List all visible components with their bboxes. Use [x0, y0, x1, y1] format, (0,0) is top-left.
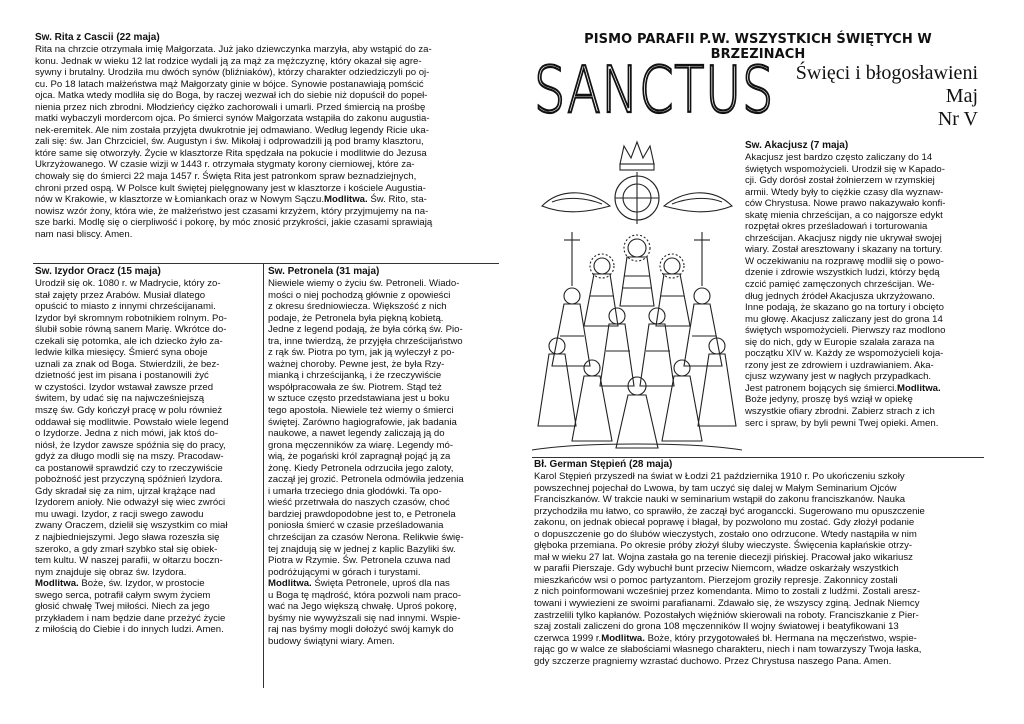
text-line: [35, 301, 261, 313]
prayer-line: [35, 578, 261, 590]
text-line: [534, 633, 982, 645]
text-span: wią, że pogański król zapragnął pojąć ją za: [268, 451, 451, 463]
text-span: głosić chwałę Twej miłości. Niech za jego: [35, 601, 210, 613]
text-line: [745, 267, 983, 279]
text-span: zali się: św. Jan Chrzciciel, św. Augustyn i św. Mikołaj i odprowadzili ją pod bramy klasztoru,: [35, 136, 424, 148]
text-line: [745, 152, 983, 164]
saints-illustration: [532, 136, 742, 456]
text-span: sywny i brutalny. Urodziła mu dwóch synów (bliźniaków), którzy charakter odziedziczyli po oj-: [35, 67, 430, 79]
text-span: tej znajdują się w jednej z kaplic Bazyliki św.: [268, 543, 456, 555]
text-span: sze barki. Modlę się o cierpliwość i pokorę, by móc znosić przykrości, jakie czasami sprawiają: [35, 217, 433, 229]
text-span: głęboka przemiana. Po okresie próby złożył śluby wieczyste. Święcenia kapłańskie otrzy-: [534, 540, 913, 552]
text-span: chroni przed ospą. W Polsce kult świętej pielęgnowany jest w klasztorze i kościele Augustia-: [35, 182, 426, 194]
text-span: o dopuszczenie go do ślubów wieczystych, zostało ono odrzucone. Wtedy nastąpiła w nim: [534, 528, 917, 540]
text-span: niósł, że Izydor zawsze spóźnia się do pracy,: [35, 439, 226, 451]
text-span: podaje, że Petronela była piękną kobietą.: [268, 312, 444, 324]
text-span: ważnej choroby. Pewne jest, że była Rzy-: [268, 358, 445, 370]
text-line: [35, 171, 495, 183]
text-span: wać na Jego większą chwałę. Uproś pokorę,: [268, 601, 457, 613]
text-span: chowały się do śmierci 22 maja 1457 r. Święta Rita jest patronkom spraw beznadziejnych,: [35, 171, 417, 183]
text-span: z miłością do Ciebie i do innych ludzi. Amen.: [35, 624, 224, 636]
text-span: wiary. Został aresztowany i skazany na tortury.: [745, 244, 943, 256]
text-line: [268, 382, 496, 394]
text-span: Boże, św. Izydor, w prostocie: [78, 578, 205, 590]
text-span: chrześcijan za czasów Nerona. Relikwie świę-: [268, 532, 464, 544]
article-body: [35, 44, 495, 240]
text-span: bardziej prawdopodobne jest to, e Petronela: [268, 508, 456, 520]
text-span: wieść przetrwała do naszych czasów, choć: [268, 497, 450, 509]
text-span: Izydor był skromnym robotnikiem rolnym. Po-: [35, 312, 227, 324]
text-span: się do nich, gdy w Europie szalała zaraza na: [745, 336, 935, 348]
text-line: [745, 198, 983, 210]
text-line: [745, 325, 983, 337]
text-line: [35, 405, 261, 417]
divider: [532, 457, 984, 458]
prayer-line: [745, 394, 983, 406]
text-span: które same się otworzyły. Życie w klasztorze Rita spędzała na pokucie i modlitwie do Jezusa: [35, 147, 427, 159]
prayer-line: [268, 624, 496, 636]
text-line: [534, 552, 982, 564]
text-line: [268, 278, 496, 290]
text-line: [35, 159, 495, 171]
text-line: [35, 347, 261, 359]
text-span: w czystości. Izydor wstawał zawsze przed: [35, 381, 214, 393]
text-line: [745, 175, 983, 187]
text-span: rozpętał okres prześladowań i torturowania: [745, 221, 928, 233]
article-petronela: [268, 266, 496, 696]
text-span: czekali się potomka, ale ich dziecko żyło za-: [35, 335, 223, 347]
text-line: [35, 532, 261, 544]
text-span: szeroko, a gdy zmarł szybko stał się obiek-: [35, 543, 218, 555]
text-line: [268, 463, 496, 475]
text-span: tra, inne twierdzą, że przyjęła chrześcijaństwo: [268, 335, 463, 347]
text-line: [268, 451, 496, 463]
text-line: [534, 517, 982, 529]
text-line: [534, 656, 982, 668]
text-span: współpracowała ze św. Piotrem. Stąd też: [268, 381, 442, 393]
text-line: [35, 324, 261, 336]
text-span: wszystkie ofiary zbrodni. Zabierz strach z ich: [745, 406, 935, 418]
text-line: [745, 371, 983, 383]
parish-title: PISMO PARAFII P.W. WSZYSTKICH ŚWIĘTYCH W BRZEZINACH: [584, 32, 932, 62]
text-line: [268, 440, 496, 452]
text-span: pobożność jest przyczyną spóźnień Izydora.: [35, 474, 223, 486]
article-heading: Św. Izydor Oracz (15 maja): [35, 266, 161, 277]
text-line: [534, 483, 982, 495]
text-span: Święta Petronele, uproś dla nas: [311, 578, 450, 590]
text-line: [534, 540, 982, 552]
prayer-line: [268, 590, 496, 602]
text-span: mości o niej pochodzą głównie z opowieści: [268, 289, 451, 301]
text-span: cjusz wzywany jest w nagłych przypadkach.: [745, 371, 932, 383]
text-line: [35, 474, 261, 486]
text-line: [268, 417, 496, 429]
text-line: [745, 302, 983, 314]
text-span: gdyż za długo modli się na mszy. Pracodaw-: [35, 451, 224, 463]
text-span: budowy świątyni wiary. Amen.: [268, 635, 395, 647]
text-line: [534, 471, 982, 483]
text-span: Ukrzyżowanego. W czasie wizji w 1443 r. otrzymała stygmaty korony cierniowej, które za-: [35, 159, 415, 171]
text-line: [745, 279, 983, 291]
text-span: świętych wspomożycieli. Urodził się w Kapado-: [745, 163, 945, 175]
text-line: [35, 44, 495, 56]
text-span: armii. Wtedy były to ciężkie czasy dla wyznaw-: [745, 186, 944, 198]
text-span: gdy szczerze pragniemy wzrastać duchowo. Przez Chrystusa naszego Pana. Amen.: [534, 655, 892, 667]
text-span: Jedne z legend podają, że była córką św. Pio-: [268, 324, 463, 336]
article-heading: Św. Akacjusz (7 maja): [745, 140, 849, 151]
prayer-line: [35, 590, 261, 602]
text-line: [268, 474, 496, 486]
text-line: [745, 187, 983, 199]
text-line: [268, 520, 496, 532]
article-body: [534, 471, 982, 667]
text-line: [268, 544, 496, 556]
text-line: [35, 229, 495, 241]
text-span: Niewiele wiemy o życiu św. Petroneli. Wiado-: [268, 278, 460, 289]
logo-text: SANCTUS: [534, 54, 774, 126]
text-line: [35, 486, 261, 498]
text-line: [35, 451, 261, 463]
text-line: [745, 221, 983, 233]
text-line: [745, 291, 983, 303]
text-line: [35, 382, 261, 394]
text-line: [35, 102, 495, 114]
text-span: rzony jest ze zdrowiem i uzdrawianiem. Aka-: [745, 359, 934, 371]
text-line: [35, 520, 261, 532]
text-span: nek-eremitek. Ale nim została przyjęta dwukrotnie jej odmawiano. Według legendy Ricie uka-: [35, 124, 429, 136]
text-span: dług jednych źródeł Akacjusza ukrzyżowano.: [745, 290, 935, 302]
text-span: powszechnej pojechał do Lwowa, by tam uczyć się dalej w Małym Seminarium Ojców: [534, 482, 897, 494]
text-line: [35, 497, 261, 509]
text-line: [534, 563, 982, 575]
text-span: Boże, który przygotowałeś bł. Hermana na męczeństwo, wspie-: [644, 632, 917, 644]
text-line: [35, 313, 261, 325]
text-line: [35, 440, 261, 452]
text-span: dzenie i zdrowie wszystkich ludzi, którzy będą: [745, 267, 940, 279]
text-line: [35, 194, 495, 206]
text-line: [268, 486, 496, 498]
text-span: Karol Stępień przyszedł na świat w Łodzi 21 października 1910 r. Po ukończeniu szkoły: [534, 471, 905, 482]
article-rita: [35, 32, 495, 262]
text-line: [268, 509, 496, 521]
prayer-line: [268, 578, 496, 590]
subtitle-line: Nr V: [937, 108, 978, 130]
prayer-line: [268, 601, 496, 613]
text-line: [35, 183, 495, 195]
text-line: [268, 324, 496, 336]
text-span: zastrzelili tylko kapłanów. Pozostałych więźniów skierowali na roboty. Franciszkanie z Pier-: [534, 609, 919, 621]
text-span: przykładem i nam będzie dane przeżyć życie: [35, 612, 226, 624]
text-span: nym znajduje się obraz św. Izydora.: [35, 566, 187, 578]
text-span: zakonu, on jednak obiecał poprawę i błagał, by pozwolono mu zostać. Gdy złożył podanie: [534, 517, 915, 529]
text-span: nam nasi bliscy. Amen.: [35, 228, 133, 240]
prayer-line: [745, 418, 983, 430]
text-span: oddawał się modlitwie. Powstało wiele legend: [35, 416, 229, 428]
text-line: [35, 359, 261, 371]
text-span: matki wybaczyli mordercom ojca. Po śmierci synów Małgorzata wstąpiła do zakonu augustia-: [35, 113, 430, 125]
prayer-line: [268, 613, 496, 625]
text-line: [35, 136, 495, 148]
text-span: mał w wieku 27 lat. Wojna zastała go na terenie diecezji pińskiej. Pracował jako wikariusz: [534, 551, 913, 563]
text-span: świtem, by udać się na najwcześniejszą: [35, 393, 205, 405]
text-line: [745, 244, 983, 256]
text-line: [35, 555, 261, 567]
sanctus-logo: [532, 46, 782, 126]
text-span: cu. Po 18 latach małżeństwa mąż Małgorzaty ginie w bójce. Synowie postanawiają pomścić: [35, 78, 424, 90]
text-line: [35, 113, 495, 125]
text-span: Inne podają, że skazano go na tortury i obcięto: [745, 302, 944, 314]
text-line: [35, 278, 261, 290]
text-line: [534, 644, 982, 656]
prayer-line: [35, 613, 261, 625]
subtitle-line: Święci i błogosławieni: [795, 62, 978, 84]
text-line: [268, 359, 496, 371]
text-span: mieszkańców wsi o pomoc partyzantom. Pierzejom groziły represje. Zakonnicy zostali: [534, 574, 898, 586]
text-span: zaczął jej grozić. Petronela odmówiła jedzenia: [268, 474, 464, 486]
text-span: mianką i chrześcijanką, i że rzeczywiście: [268, 370, 442, 382]
text-line: [35, 290, 261, 302]
text-line: [534, 598, 982, 610]
text-line: [534, 575, 982, 587]
text-span: Gdy skradał się za nim, ujrzał krążące nad: [35, 485, 216, 497]
text-span: świętych wspomożycieli. Pierwszy raz modlono: [745, 325, 946, 337]
text-line: [745, 164, 983, 176]
text-span: dzietność jest im pisana i postanowili żyć: [35, 370, 209, 382]
text-span: W oczekiwaniu na rozprawę modlił się o powo-: [745, 255, 944, 267]
text-span: naukowe, a nawet legendy zaliczają ją do: [268, 428, 445, 440]
text-span: stał zajęty przez Arabów. Musiał dlatego: [35, 289, 206, 301]
text-line: [745, 210, 983, 222]
text-span: nowisz wzór żony, która wie, że małżeństwo jest czasami krzyżem, który przyjmujemy na na-: [35, 205, 429, 217]
text-line: [534, 529, 982, 541]
prayer-line: [35, 601, 261, 613]
text-span: opuścić to miasto z innymi chrześcijanami.: [35, 301, 216, 313]
text-span: serc i spraw, by byli pewni Twej opieki. Amen.: [745, 417, 939, 429]
subtitle-line: Maj: [945, 85, 978, 107]
text-span: Akacjusz jest bardzo często zaliczany do 14: [745, 152, 933, 163]
text-line: [745, 348, 983, 360]
text-line: [35, 90, 495, 102]
text-span: nienia przez nich zbrodni. Młodzieńcy ciężko zachorowali i umarli. Przed śmiercią na prośbę: [35, 101, 426, 113]
prayer-label: Modlitwa.: [896, 382, 941, 394]
text-span: poniosła śmierć w czasie prześladowania: [268, 520, 444, 532]
text-span: początku XIV w. Każdy ze wspomożycieli koja-: [745, 348, 944, 360]
text-line: [268, 313, 496, 325]
text-span: swego serca, potrafił całym swym życiem: [35, 589, 211, 601]
text-line: [35, 79, 495, 91]
text-line: [268, 290, 496, 302]
text-span: czcić pamięć zamęczonych chrześcijan. We-: [745, 279, 935, 291]
article-german: [534, 459, 982, 699]
text-line: [268, 555, 496, 567]
text-span: z najbiedniejszymi. Jego sława rozeszła się: [35, 532, 220, 544]
text-line: [268, 370, 496, 382]
text-span: ślubił sobie równą sanem Marię. Wkrótce do-: [35, 324, 227, 336]
text-line: [745, 337, 983, 349]
text-line: [35, 336, 261, 348]
text-line: [745, 360, 983, 372]
text-span: Boże jedyny, proszę byś wziął w opiekę: [745, 394, 913, 406]
article-heading: Bł. German Stępień (28 maja): [534, 459, 673, 470]
text-span: byśmy nie wywyższali się nad innymi. Wspie-: [268, 612, 461, 624]
text-span: konu. Jednak w wieku 12 lat rodzice wydali ją za mąż za mężczyznę, który okazał się agre-: [35, 55, 422, 67]
text-line: [35, 56, 495, 68]
text-line: [268, 405, 496, 417]
text-line: [35, 567, 261, 579]
text-line: [268, 497, 496, 509]
text-span: cji. Gdy dorósł został żołnierzem w rzymskiej: [745, 175, 935, 187]
article-heading: Św. Petronela (31 maja): [268, 266, 380, 277]
prayer-line: [268, 636, 496, 648]
text-span: Piotra w Rzymie. Św. Petronela czuwa nad: [268, 555, 451, 567]
text-line: [35, 544, 261, 556]
text-span: ledwie kilka miesięcy. Śmierć syna oboje: [35, 347, 208, 359]
text-line: [35, 463, 261, 475]
text-span: tego apostoła. Niewiele też wiemy o śmierci: [268, 405, 454, 417]
text-span: przychodziła mu łatwo, co sprawiło, że zaczął być aroganccki. Sugerowano mu opuszczenie: [534, 505, 925, 517]
prayer-label: Modlitwa.: [323, 194, 368, 206]
text-line: [268, 336, 496, 348]
prayer-line: [35, 624, 261, 636]
text-line: [35, 148, 495, 160]
text-line: [534, 494, 982, 506]
text-line: [534, 621, 982, 633]
text-span: w sztuce często przedstawiana jest u boku: [268, 393, 450, 405]
text-span: mu głowę. Akacjusz zaliczany jest do grona 14: [745, 313, 943, 325]
text-span: ca postanowił sprawdzić czy to rzeczywiście: [35, 462, 223, 474]
prayer-label: Modlitwa.: [601, 632, 645, 644]
text-line: [534, 506, 982, 518]
text-line: [35, 206, 495, 218]
text-line: [35, 125, 495, 137]
text-line: [745, 256, 983, 268]
text-span: Rita na chrzcie otrzymała imię Małgorzata. Już jako dziewczynka marzyła, aby wstąpić do za-: [35, 44, 432, 55]
text-span: towani i wywiezieni ze swoimi parafianami. Zdawało się, że wszyscy zginą. Jednak Niemcy: [534, 598, 920, 610]
text-span: z nich poinformowani wcześniej przez komendanta. Mimo to zostali z ludźmi. Zostali aresz-: [534, 586, 921, 598]
text-span: ojca. Matka wtedy modliła się do Boga, by raczej wezwał ich do siebie niż dopuścił do popeł-: [35, 90, 428, 102]
article-body: [745, 152, 983, 429]
text-line: [35, 217, 495, 229]
text-line: [35, 370, 261, 382]
text-span: skatę mienia chrześcijan, a co najgorsze edykt: [745, 209, 943, 221]
text-span: mu uwagi. Izydor, z racji swego zawodu: [35, 508, 204, 520]
prayer-line: [745, 406, 983, 418]
text-span: w parafii Pierszaje. Gdy wybuchł bunt przeciw Niemcom, władze oskarżały wszystkich: [534, 563, 899, 575]
text-span: rając go w walce ze słabościami własnego charakteru, niech i nam towarzyszy Twoja łaska,: [534, 644, 922, 656]
text-span: z rąk św. Piotra po tym, jak ją wyleczył z po-: [268, 347, 455, 359]
text-span: zwany Oraczem, dzielił się wszystkim co miał: [35, 520, 228, 532]
text-span: podróżującymi w górach i turystami.: [268, 566, 421, 578]
text-line: [268, 532, 496, 544]
text-span: czerwca 1999 r.: [534, 632, 602, 644]
text-span: Jest patronem bojących się śmierci.: [745, 382, 897, 394]
text-span: ców Chrystusa. Nowe prawo nakazywało konfi-: [745, 198, 946, 210]
text-line: [745, 383, 983, 395]
text-span: uznali za znak od Boga. Stwierdzili, że bez-: [35, 358, 220, 370]
prayer-label: Modlitwa.: [268, 578, 312, 590]
text-span: świętej. Zarówno hagiografowie, jak badania: [268, 416, 457, 428]
text-line: [35, 417, 261, 429]
prayer-label: Modlitwa.: [35, 578, 79, 590]
text-line: [534, 586, 982, 598]
text-span: mszę św. Gdy kończył pracę w polu również: [35, 405, 223, 417]
text-line: [268, 428, 496, 440]
text-line: [35, 428, 261, 440]
text-span: tem kultu. W naszej parafii, w ołtarzu boczn-: [35, 555, 223, 567]
divider: [33, 263, 499, 264]
text-span: raj nas byśmy mogli dołożyć swój kamyk do: [268, 624, 454, 636]
text-span: Urodził się ok. 1080 r. w Madrycie, który zo-: [35, 278, 221, 289]
text-line: [268, 567, 496, 579]
text-span: szaj zostali zaliczeni do grona 108 męczenników II wojny światowej i beatyfikowani 13: [534, 621, 899, 633]
article-izydor: [35, 266, 261, 696]
text-span: nów w Krakowie, w klasztorze w Łomiankach oraz w Nowym Sączu.: [35, 194, 324, 206]
text-span: o Izydorze. Jedna z nich mówi, jak ktoś do-: [35, 428, 218, 440]
text-line: [534, 610, 982, 622]
article-heading: Św. Rita z Cascii (22 maja): [35, 32, 160, 43]
column-divider: [263, 264, 264, 688]
text-line: [35, 67, 495, 79]
text-line: [745, 233, 983, 245]
text-span: grona męczenników za wiarę. Legendy mó-: [268, 439, 454, 451]
text-span: Franciszkanów. W trakcie nauki w seminarium wstąpił do zakonu franciszkanów. Nauka: [534, 494, 906, 506]
text-span: u Boga tę mądrość, która pozwoli nam praco-: [268, 589, 462, 601]
text-line: [268, 301, 496, 313]
text-span: Izydorem anioły. Nie odważył się wiec zwróci: [35, 497, 226, 509]
article-body: [35, 278, 261, 636]
text-span: żonę. Kiedy Petronela odrzuciła jego zaloty,: [268, 462, 454, 474]
article-akacjusz: [745, 140, 983, 458]
text-span: chrześcijan. Akacjusz nigdy nie ukrywał swojej: [745, 232, 942, 244]
issue-subtitle: [760, 62, 978, 131]
text-span: Św. Rito, sta-: [367, 194, 427, 206]
text-line: [35, 509, 261, 521]
text-line: [268, 347, 496, 359]
text-span: z okresu średniowiecza. Większość z nich: [268, 301, 447, 313]
text-line: [268, 393, 496, 405]
article-body: [268, 278, 496, 648]
text-span: i umarła trzeciego dnia głodówki. Ta opo-: [268, 485, 442, 497]
text-line: [745, 314, 983, 326]
text-line: [35, 393, 261, 405]
